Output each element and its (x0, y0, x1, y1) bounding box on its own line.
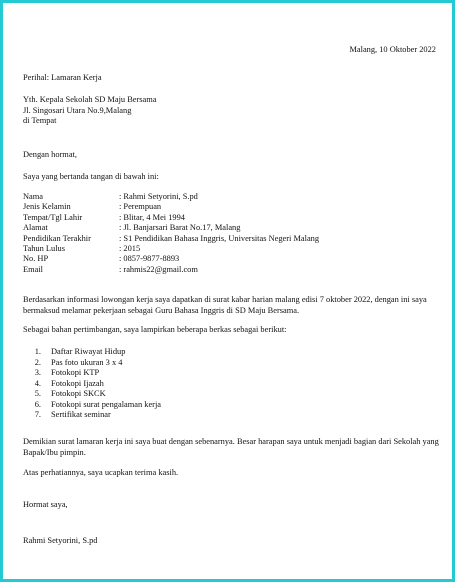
list-item (23, 389, 161, 400)
list-item-number: 6. (34, 399, 41, 409)
list-item-number: 2. (34, 357, 41, 367)
recipient-line: Yth. Kepala Sekolah SD Maju Bersama (23, 95, 157, 104)
thanks-text: Atas perhatiannya, saya ucapkan terima kasih. (23, 468, 179, 477)
detail-value: : S1 Pendidikan Bahasa Inggris, Universitas Negeri Malang (119, 233, 320, 243)
info-paragraph: Berdasarkan informasi lowongan kerja saya dapatkan di surat kabar harian malang edisi 7 oktober 2022, dengan ini saya bermaksud melamar pekerjaan sebagai Guru Bahasa Inggris di SD Maju Bersama. (23, 295, 427, 316)
detail-value: : Perempuan (119, 202, 162, 212)
detail-value: : Blitar, 4 Mei 1994 (119, 212, 185, 222)
closing-salutation: Hormat saya, (23, 500, 68, 509)
detail-row (23, 223, 319, 233)
detail-row (23, 244, 319, 254)
recipient-line: Jl. Singosari Utara No.9,Malang (23, 105, 132, 115)
list-item-text: Daftar Riwayat Hidup (51, 347, 126, 356)
list-item (23, 347, 161, 358)
list-item (23, 368, 161, 379)
closing-paragraph: Demikian surat lamaran kerja ini saya buat dengan sebenarnya. Besar harapan saya untuk menjadi bagian dari Sekolah yang Bapak/Ibu pimpin. (23, 437, 439, 458)
list-item-text: Fotokopi KTP (51, 368, 100, 377)
letter-date: Malang, 10 Oktober 2022 (349, 45, 436, 54)
greeting: Dengan hormat, (23, 150, 77, 159)
letter-subject: Perihal: Lamaran Kerja (23, 73, 102, 82)
detail-value: : Jl. Banjarsari Barat No.17, Malang (119, 223, 241, 233)
detail-value: : 2015 (119, 243, 141, 253)
attachments-list (23, 347, 161, 421)
detail-row (23, 202, 319, 212)
list-item (23, 379, 161, 390)
detail-label: Nama (23, 192, 43, 201)
applicant-details (23, 192, 319, 275)
detail-row (23, 234, 319, 244)
list-item-number: 4. (34, 378, 41, 388)
list-item-text: Pas foto ukuran 3 x 4 (51, 357, 123, 367)
list-item-text: Fotokopi surat pengalaman kerja (51, 399, 162, 409)
detail-value: : rahmis22@gmail.com (119, 264, 198, 274)
detail-row (23, 192, 319, 202)
list-item-number: 7. (34, 410, 41, 419)
detail-label: Tempat/Tgl Lahir (23, 212, 83, 222)
list-item-text: Fotokopi Ijazah (51, 378, 104, 388)
detail-label: Email (23, 264, 44, 274)
list-item-number: 5. (34, 389, 41, 398)
recipient-line: di Tempat (23, 116, 57, 126)
list-item (23, 400, 161, 411)
detail-label: Tahun Lulus (23, 243, 65, 253)
detail-row (23, 254, 319, 264)
detail-row (23, 265, 319, 275)
detail-value: : Rahmi Setyorini, S.pd (119, 192, 198, 201)
detail-value: : 0857-9877-8893 (119, 254, 180, 264)
detail-label: Pendidikan Terakhir (23, 233, 91, 243)
intro-text: Saya yang bertanda tangan di bawah ini: (23, 172, 159, 181)
attachments-intro: Sebagai bahan pertimbangan, saya lampirkan beberapa berkas sebagai berikut: (23, 325, 287, 334)
detail-label: Jenis Kelamin (23, 202, 71, 212)
detail-row (23, 213, 319, 223)
list-item (23, 358, 161, 369)
detail-label: Alamat (23, 223, 48, 233)
detail-label: No. HP (23, 254, 49, 264)
list-item-number: 1. (34, 347, 41, 356)
list-item-text: Fotokopi SKCK (51, 389, 106, 398)
recipient-block (23, 95, 157, 127)
list-item (23, 410, 161, 421)
list-item-number: 3. (34, 368, 41, 377)
list-item-text: Sertifikat seminar (51, 410, 111, 419)
signature-name: Rahmi Setyorini, S.pd (23, 536, 98, 545)
